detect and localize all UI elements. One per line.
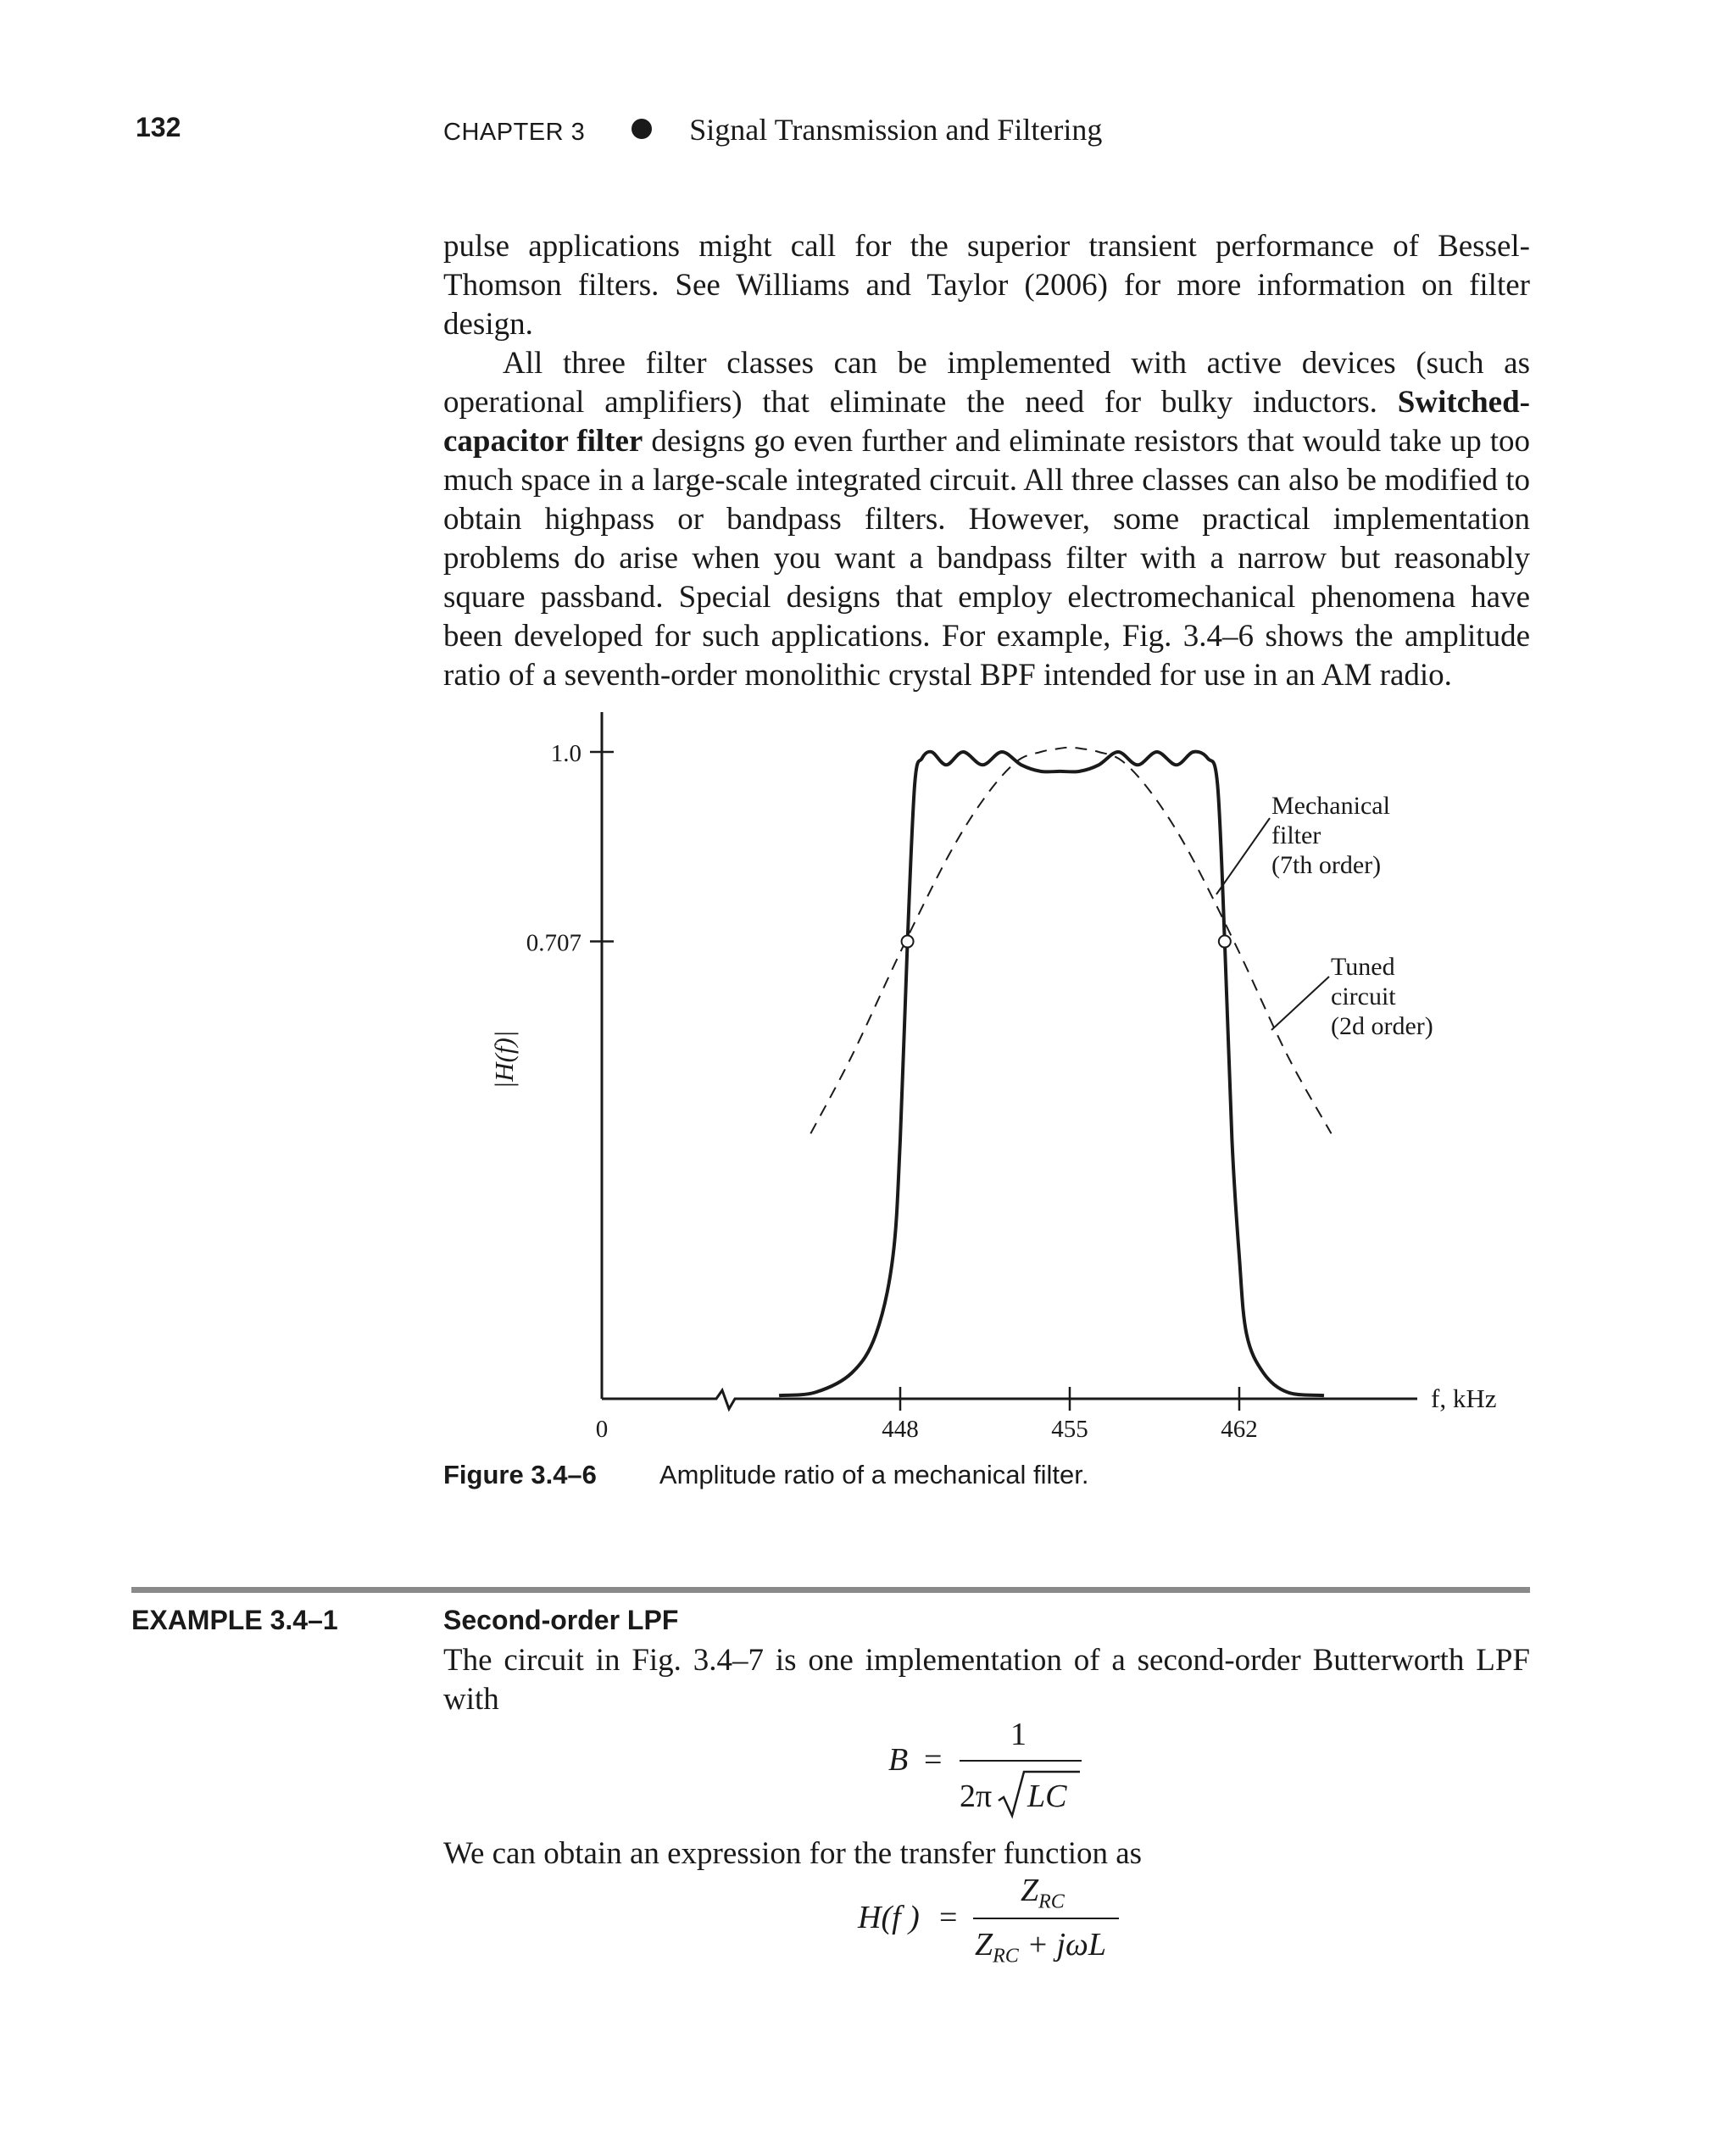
eq2-lhs: H(f ) (858, 1900, 920, 1935)
example-divider (131, 1587, 1530, 1593)
series-tuned-circuit (810, 748, 1331, 1133)
eq1-denominator-lc: LC (1027, 1779, 1067, 1814)
series-label-tuned: (2d order) (1331, 1012, 1433, 1040)
example-title: Second-order LPF (443, 1605, 679, 1635)
y-axis-label: |H(f)| (489, 1030, 519, 1089)
eq2-den-z: Z (975, 1927, 993, 1962)
running-head (443, 112, 1102, 148)
series-mechanical-filter (779, 752, 1324, 1396)
eq2-den-rest: + jωL (1018, 1927, 1106, 1962)
eq1-fraction-bar (960, 1760, 1082, 1762)
half-power-marker (902, 936, 914, 948)
figure-number: Figure 3.4–6 (443, 1460, 597, 1489)
eq2-denominator (975, 1926, 1106, 1968)
series-label-tuned: circuit (1331, 983, 1396, 1010)
body-text-block (443, 227, 1530, 695)
series-label-mechanical: Mechanical (1271, 792, 1390, 820)
page-number: 132 (136, 112, 181, 142)
series-label-mechanical: (7th order) (1271, 851, 1382, 879)
leader-line-tuned (1271, 977, 1329, 1030)
eq2-den-sub: RC (993, 1945, 1019, 1968)
y-tick-label: 1.0 (550, 740, 581, 767)
eq2-num-z: Z (1021, 1873, 1039, 1908)
series-label-tuned: Tuned (1331, 953, 1395, 981)
chapter-label: CHAPTER 3 (443, 119, 586, 146)
paragraph-2 (443, 344, 1530, 695)
series-label-mechanical: filter (1271, 821, 1321, 849)
example-label: EXAMPLE 3.4–1 (131, 1605, 338, 1635)
chart-labels (489, 740, 1496, 1443)
eq2-num-sub: RC (1038, 1890, 1065, 1913)
eq1-lhs: B (888, 1742, 909, 1778)
eq1-numerator: 1 (1010, 1717, 1027, 1752)
leader-line-mechanical (1216, 818, 1270, 894)
x-origin-label: 0 (595, 1416, 609, 1443)
x-tick-label: 455 (1051, 1416, 1088, 1443)
x-tick-label: 448 (882, 1416, 919, 1443)
x-tick-label: 462 (1221, 1416, 1258, 1443)
x-axis-label: f, kHz (1431, 1383, 1497, 1413)
bullet-separator (632, 119, 652, 139)
paragraph-2-start: All three filter classes can be implemented with active devices (such as operational amplifiers) that eliminate the need for bulky inductors. (443, 346, 1530, 420)
figure-caption (443, 1460, 1089, 1490)
paragraph-1: pulse applications might call for the superior transient performance of Bessel-Thomson filters. See Williams and Taylor (2006) for more information on filter design. (443, 229, 1530, 342)
eq1-equals: = (924, 1742, 943, 1778)
eq2-numerator (1021, 1872, 1065, 1914)
mechanical-filter-chart (0, 695, 1736, 1458)
half-power-marker (1219, 936, 1231, 948)
chapter-title: Signal Transmission and Filtering (689, 113, 1103, 147)
example-text-2: We can obtain an expression for the transfer function as (443, 1836, 1143, 1871)
figure-caption-text: Amplitude ratio of a mechanical filter. (659, 1460, 1089, 1489)
paragraph-2-rest: designs go even further and eliminate resistors that would take up too much space in a large-scale integrated circuit. All three classes can also be modified to obtain highpass or bandpass filters. However, some practical implementation problems do arise when you want a bandpass filter with a narrow but reasonably square passband. Special designs that employ electromechanical phenomena have been developed for such applications. For example, Fig. 3.4–6 shows the amplitude ratio of a seventh-order monolithic crystal BPF intended for use in an AM radio. (443, 424, 1531, 693)
eq1-denominator-2pi: 2π (960, 1779, 993, 1814)
chart-curves (779, 748, 1331, 1395)
term-switched-capacitor: Switched-capacitor filter (443, 385, 1530, 459)
eq2-equals: = (939, 1900, 958, 1935)
eq2-fraction-bar (973, 1918, 1119, 1919)
y-tick-label: 0.707 (526, 929, 581, 957)
example-text-1: The circuit in Fig. 3.4–7 is one implementation of a second-order Butterworth LPF with (443, 1643, 1530, 1717)
